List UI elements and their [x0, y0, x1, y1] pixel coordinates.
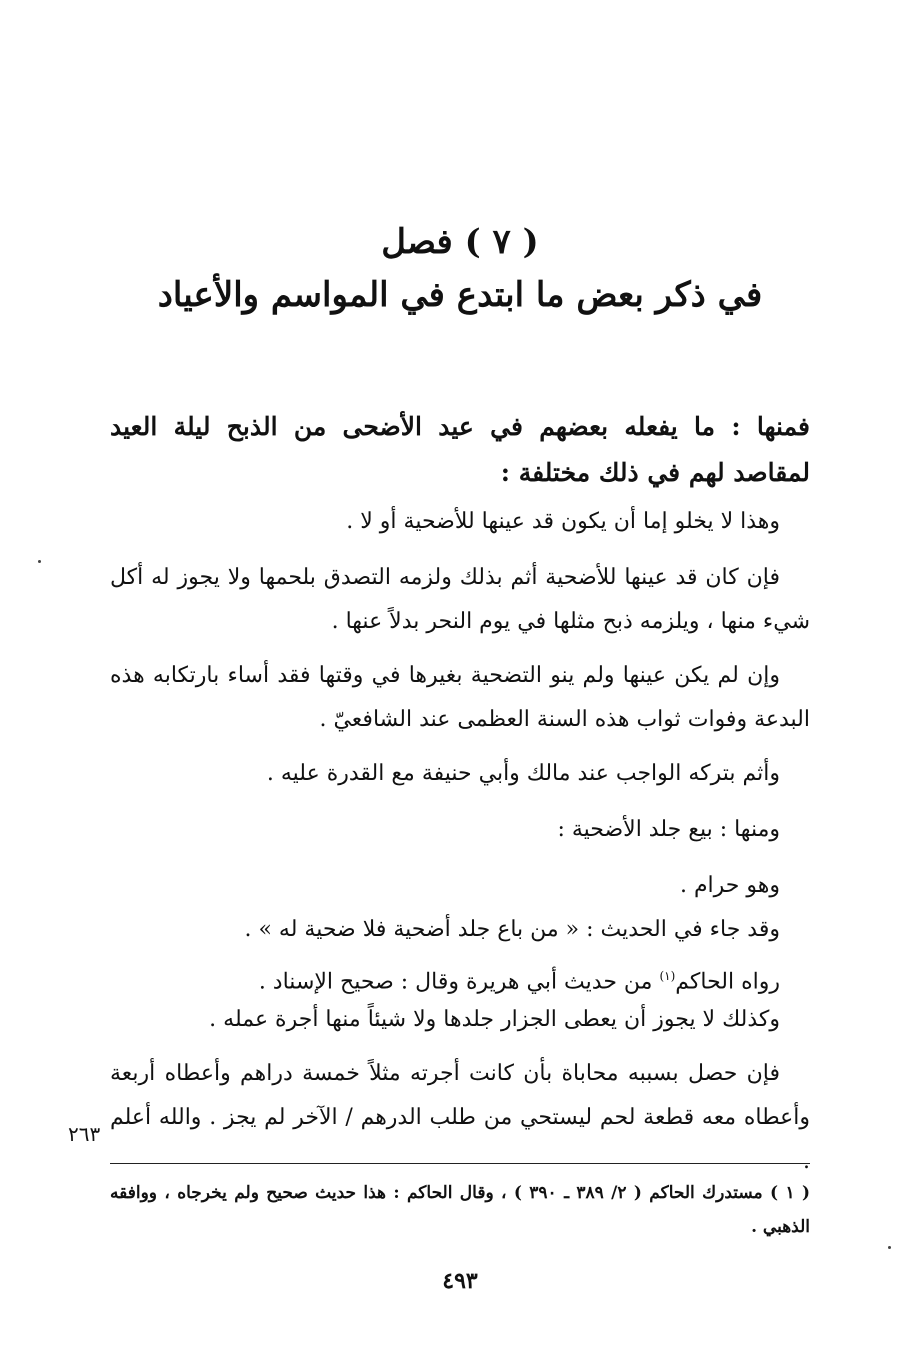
paragraph-9-start: رواه الحاكم [675, 969, 780, 995]
paragraph-9 [110, 954, 810, 1004]
section-subtitle: في ذكر بعض ما ابتدع في المواسم والأعياد [157, 275, 763, 315]
paragraph-5: وأثم بتركه الواجب عند مالك وأبي حنيفة مع القدرة عليه . [266, 761, 780, 786]
footnote-marker: (١) [659, 969, 676, 983]
paragraph-3: فإن كان قد عينها للأضحية أثم بذلك ولزمه التصدق بلحمها ولا يجوز له أكل شيء منها ، ويلزمه ذبح مثلها في يوم النحر بدلاً عنها . [110, 565, 810, 634]
scan-speck [888, 1246, 891, 1249]
scan-speck [38, 560, 41, 563]
paragraph-4: وإن لم يكن عينها ولم ينو التضحية بغيرها في وقتها فقد أساء بارتكابه هذه البدعة وفوات ثواب هذه السنة العظمى عند الشافعيّ . [110, 663, 810, 732]
footnote-divider [110, 1163, 810, 1164]
paragraph-9-end: من حديث أبي هريرة وقال : صحيح الإسناد . [258, 969, 660, 995]
margin-page-number: ٢٦٣ [68, 1122, 101, 1146]
paragraph-11: فإن حصل بسببه محاباة بأن كانت أجرته مثلاً خمسة دراهم وأعطاه أربعة وأعطاه معه قطعة لحم ليستحي من طلب الدرهم / الآخر لم يجز . والله أعلم . [110, 1061, 810, 1174]
footnote: ( ١ ) مستدرك الحاكم ( ٢/ ٣٨٩ ـ ٣٩٠ ) ، وقال الحاكم : هذا حديث صحيح ولم يخرجاه ، ووافقه الذهبي . [110, 1183, 810, 1237]
paragraph-10: وكذلك لا يجوز أن يعطى الجزار جلدها ولا شيئاً منها أجرة عمله . [209, 1007, 780, 1032]
paragraph-7: وهو حرام . [679, 873, 780, 898]
paragraph-1: فمنها : ما يفعله بعضهم في عيد الأضحى من الذبح ليلة العيد لمقاصد لهم في ذلك مختلفة : [110, 412, 810, 487]
page-number: ٤٩٣ [442, 1268, 478, 1294]
section-title: ( ٧ ) فصل [381, 222, 539, 262]
paragraph-8: وقد جاء في الحديث : « من باع جلد أضحية فلا ضحية له » . [244, 917, 780, 942]
paragraph-2: وهذا لا يخلو إما أن يكون قد عينها للأضحية أو لا . [346, 509, 780, 534]
paragraph-6: ومنها : بيع جلد الأضحية : [557, 817, 780, 842]
